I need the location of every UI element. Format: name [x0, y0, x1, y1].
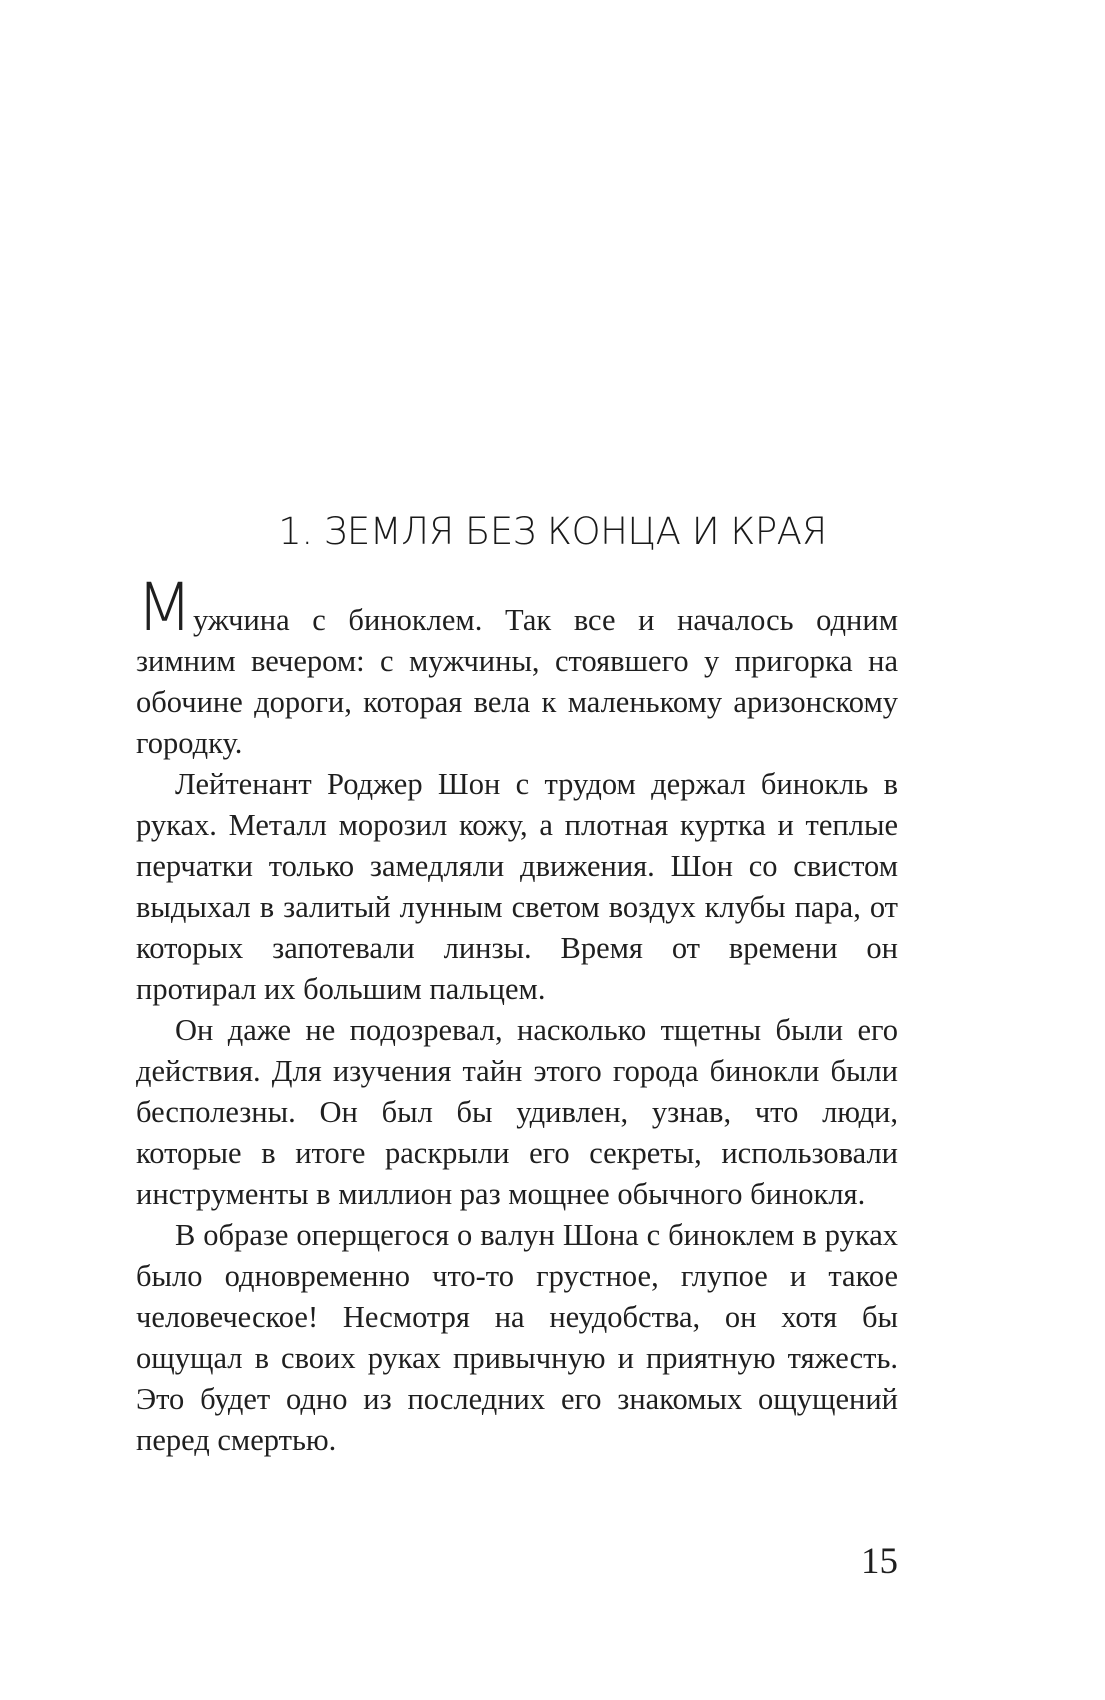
page-number: 15	[861, 1541, 898, 1582]
chapter-title: 1. ЗЕМЛЯ БЕЗ КОНЦА И КРАЯ	[278, 510, 827, 553]
paragraph-1-text: ужчина с биноклем. Так все и началось одним зимним вечером: с мужчины, стоявшего у пригорка на обочине дороги, которая вела к маленькому аризонскому городку.	[136, 603, 898, 760]
paragraph-1	[136, 569, 898, 764]
paragraph-4: В образе оперщегося о валун Шона с биноклем в руках было одновременно что-то грустное, глупое и такое человеческое! Несмотря на неудобства, он хотя бы ощущал в своих руках привычную и приятную тяжесть. Это будет одно из последних его знакомых ощущений перед смертью.	[136, 1218, 898, 1457]
drop-cap: М	[136, 569, 192, 646]
paragraph-2: Лейтенант Роджер Шон с трудом держал бинокль в руках. Металл морозил кожу, а плотная куртка и теплые перчатки только замедляли движения. Шон со свистом выдыхал в залитый лунным светом воздух клубы пара, от которых запотевали линзы. Время от времени он протирал их большим пальцем.	[136, 767, 898, 1006]
body-text	[136, 569, 898, 1461]
paragraph-3: Он даже не подозревал, насколько тщетны были его действия. Для изучения тайн этого города бинокли были бесполезны. Он был бы удивлен, узнав, что люди, которые в итоге раскрыли его секреты, использовали инструменты в миллион раз мощнее обычного бинокля.	[136, 1013, 898, 1211]
